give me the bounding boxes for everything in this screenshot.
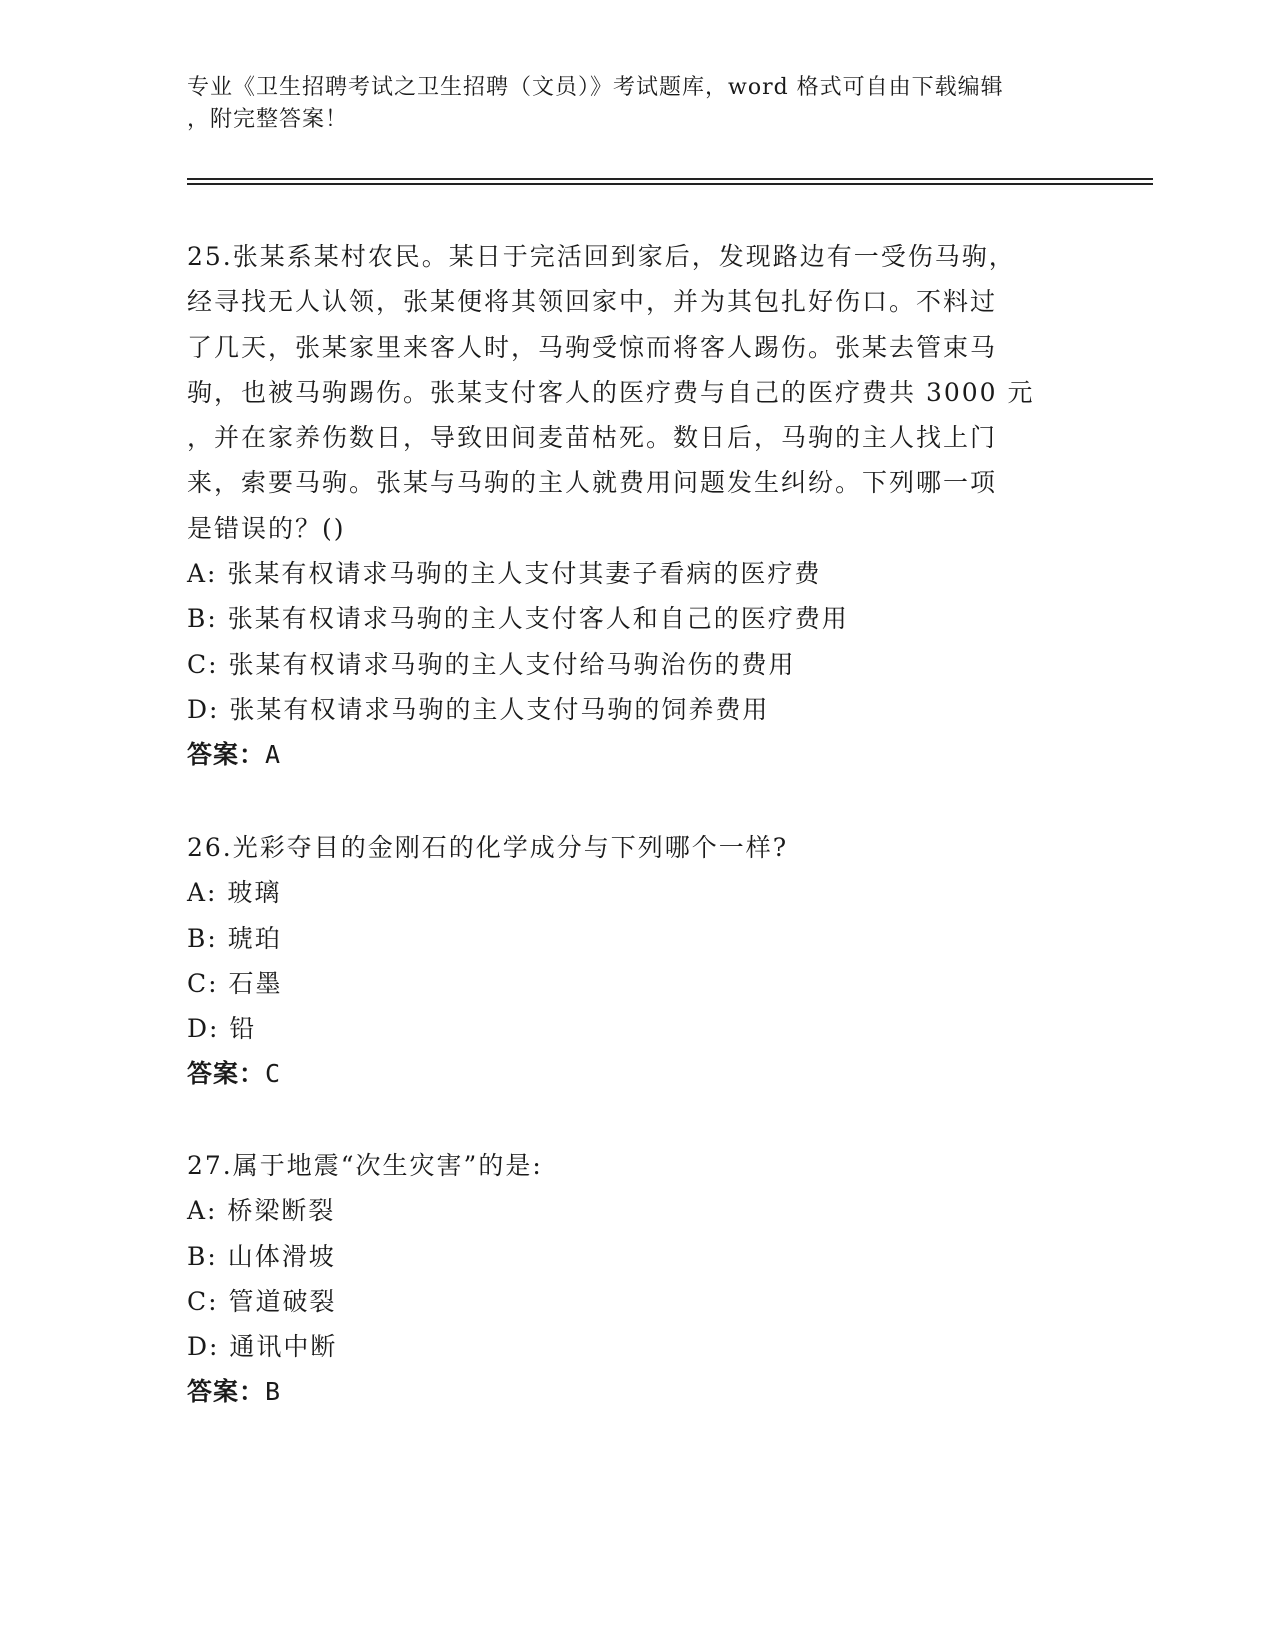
- header-divider: [187, 183, 1153, 185]
- option-d: D: 通讯中断: [187, 1332, 338, 1362]
- option-list: [187, 1188, 1087, 1369]
- option-d: D: 铅: [187, 1014, 257, 1044]
- question-line: 25.张某系某村农民。某日于完活回到家后，发现路边有一受伤马驹，: [187, 242, 1016, 271]
- option-c: C: 张某有权请求马驹的主人支付给马驹治伤的费用: [187, 649, 796, 679]
- option-b: B: 琥珀: [187, 923, 282, 953]
- option-a: A: 桥梁断裂: [187, 1196, 336, 1226]
- answer-value: A: [265, 740, 282, 770]
- question-25: [187, 234, 1087, 778]
- question-27: [187, 1143, 1087, 1415]
- question-line: 27.属于地震“次生灾害”的是:: [187, 1151, 543, 1180]
- question-line: 经寻找无人认领，张某便将其领回家中，并为其包扎好伤口。不料过: [187, 287, 998, 317]
- option-b: B: 张某有权请求马驹的主人支付客人和自己的医疗费用: [187, 604, 849, 634]
- answer-value: C: [265, 1059, 282, 1089]
- question-text: [187, 1143, 1087, 1188]
- option-a: A: 张某有权请求马驹的主人支付其妻子看病的医疗费: [187, 559, 822, 589]
- option-list: [187, 551, 1087, 732]
- answer-value: B: [265, 1377, 282, 1407]
- question-line: 了几天，张某家里来客人时，马驹受惊而将客人踢伤。张某去管束马: [187, 332, 998, 362]
- option-c: C: 石墨: [187, 968, 283, 998]
- answer-label: 答案：: [187, 740, 266, 770]
- answer-label: 答案：: [187, 1377, 266, 1407]
- option-a: A: 玻璃: [187, 878, 282, 908]
- option-c: C: 管道破裂: [187, 1286, 337, 1316]
- question-line: 来，索要马驹。张某与马驹的主人就费用问题发生纠纷。下列哪一项: [187, 468, 998, 498]
- question-line: ，并在家养伤数日，导致田间麦苗枯死。数日后，马驹的主人找上门: [187, 423, 998, 453]
- header-line: ，附完整答案！: [187, 107, 349, 132]
- header-divider: [187, 178, 1153, 180]
- answer-line: [187, 1051, 1087, 1096]
- question-text: [187, 234, 1087, 551]
- question-text: [187, 825, 1087, 870]
- header-line: 专业《卫生招聘考试之卫生招聘（文员）》考试题库，word 格式可自由下载编辑: [187, 75, 1004, 100]
- question-26: [187, 825, 1087, 1097]
- question-line: 驹，也被马驹踢伤。张某支付客人的医疗费与自己的医疗费共 3000 元: [187, 377, 1035, 407]
- answer-line: [187, 1369, 1087, 1414]
- question-line: 是错误的？(): [187, 513, 346, 543]
- answer-label: 答案：: [187, 1059, 266, 1089]
- document-header: [187, 72, 1087, 136]
- option-list: [187, 870, 1087, 1051]
- option-b: B: 山体滑坡: [187, 1241, 336, 1271]
- question-line: 26.光彩夺目的金刚石的化学成分与下列哪个一样?: [187, 833, 789, 862]
- answer-line: [187, 732, 1087, 777]
- option-d: D: 张某有权请求马驹的主人支付马驹的饲养费用: [187, 694, 770, 724]
